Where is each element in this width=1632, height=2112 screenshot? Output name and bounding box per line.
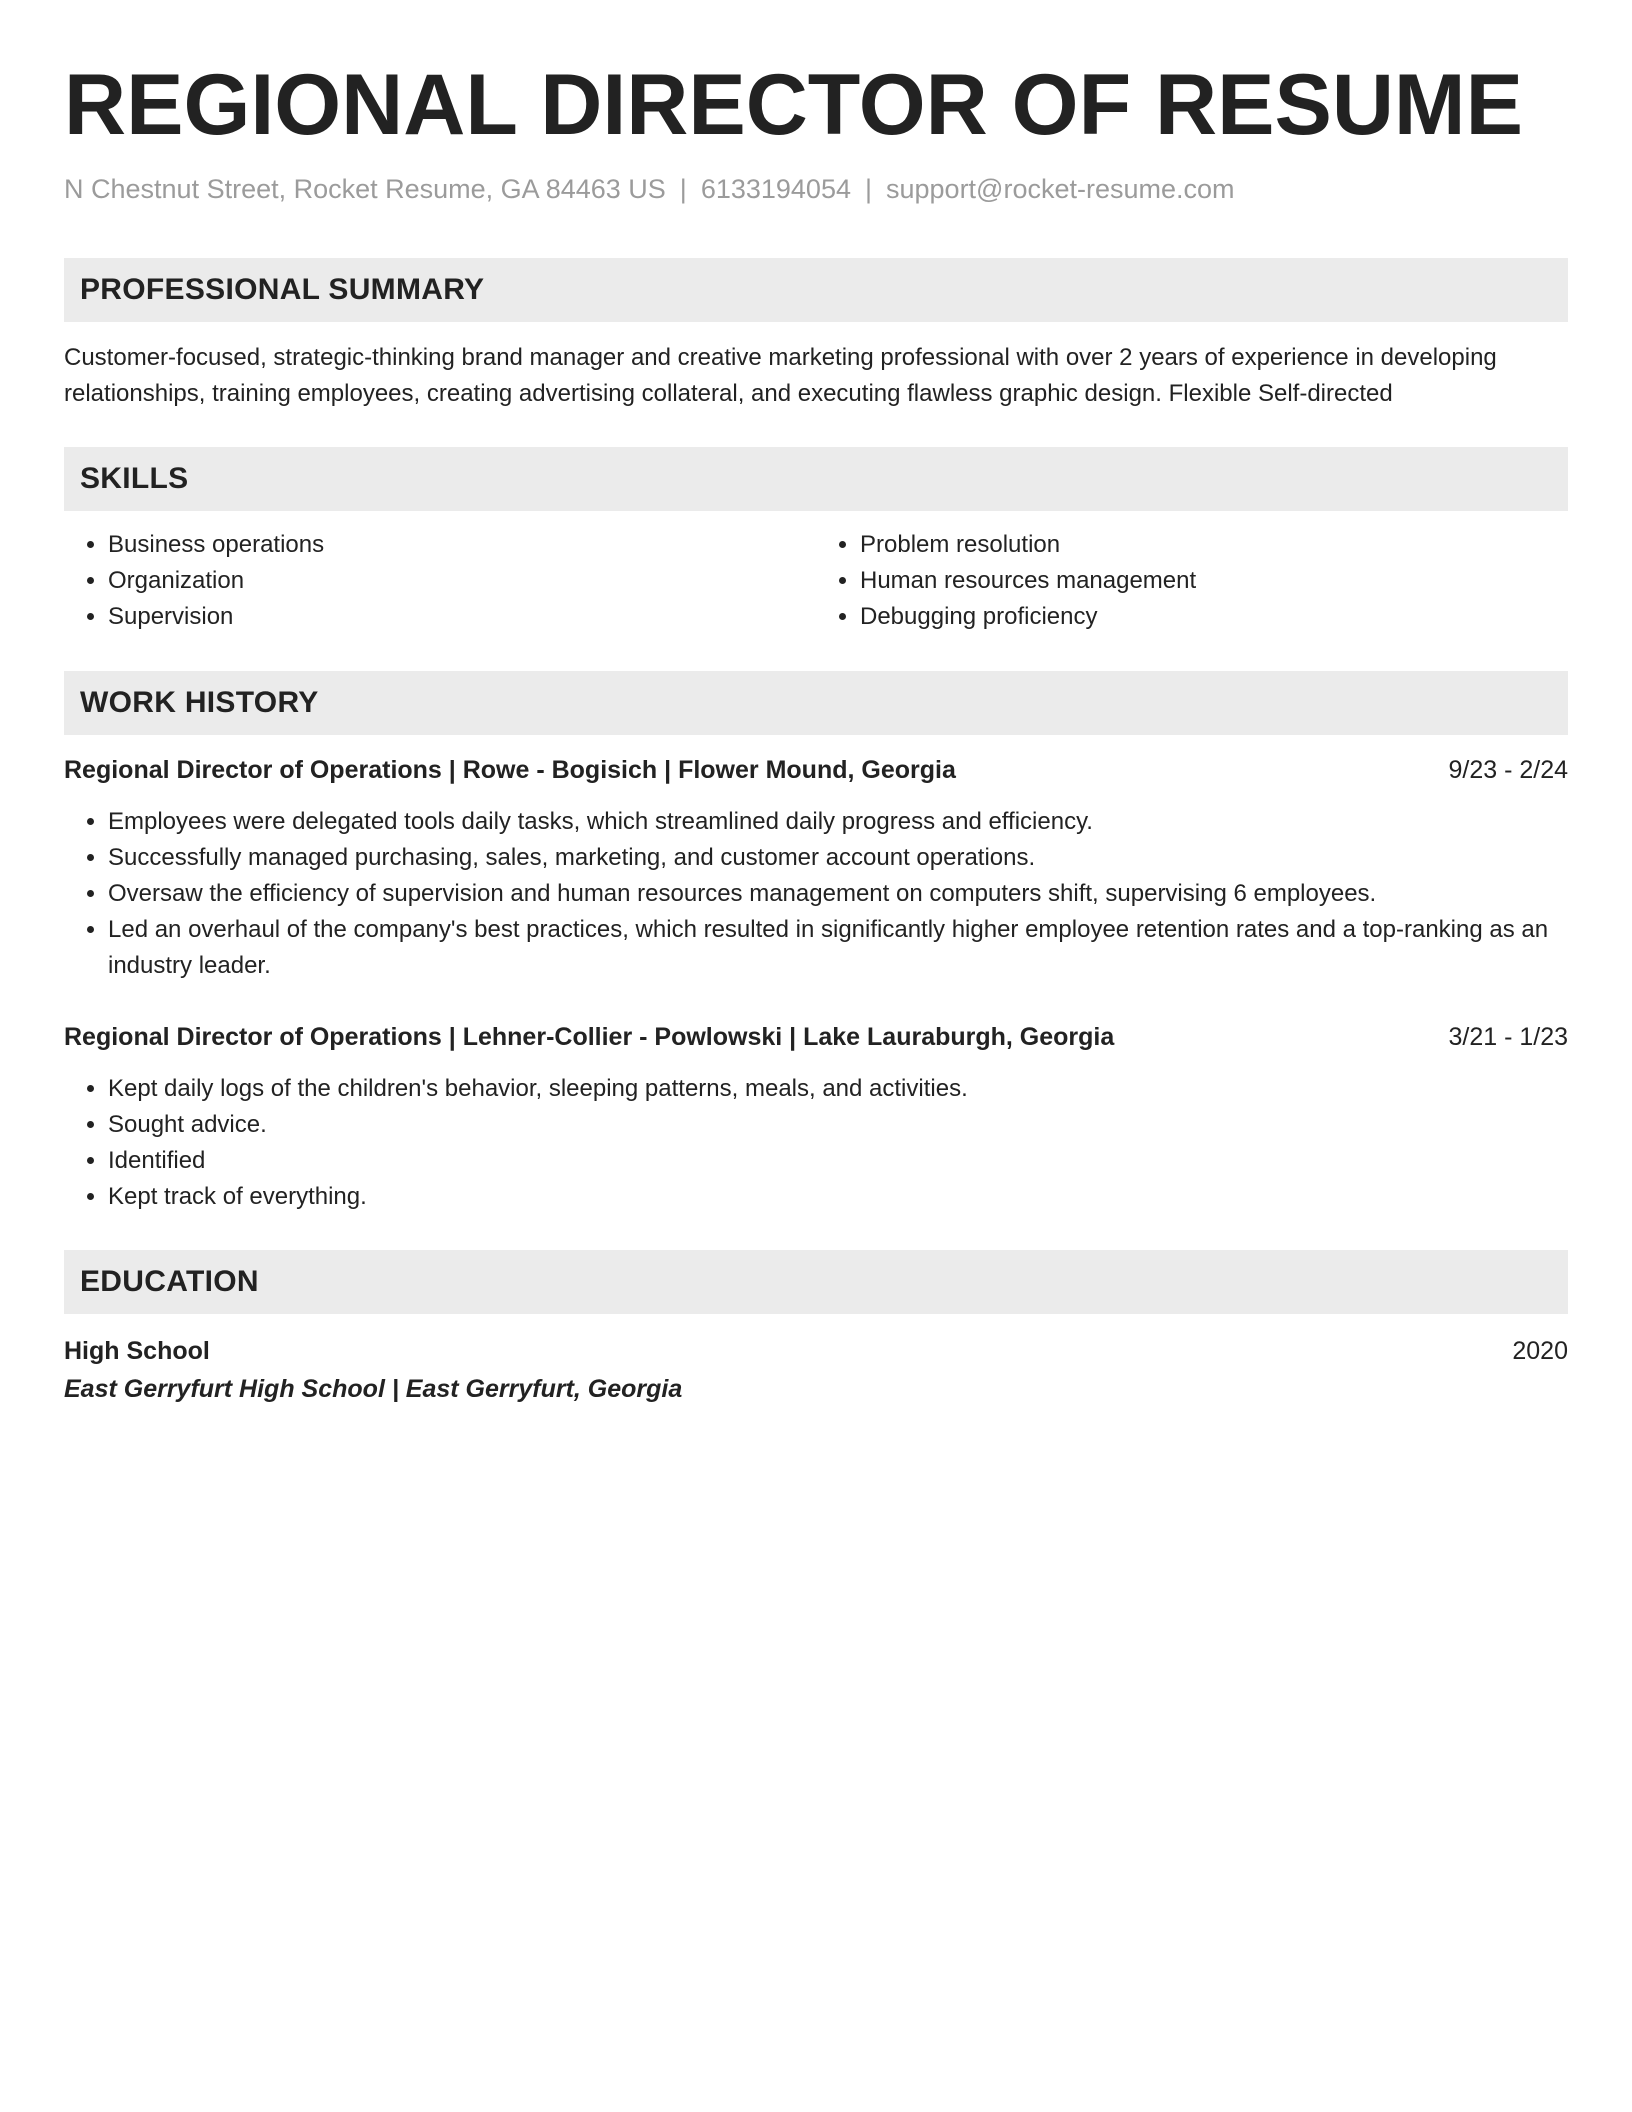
skill-item: • Human resources management (860, 563, 1568, 599)
contact-email: support@rocket-resume.com (886, 174, 1235, 204)
job-bullet: • Employees were delegated tools daily tasks, which streamlined daily progress and efficiency. (108, 804, 1568, 840)
job-bullet: • Sought advice. (108, 1107, 1568, 1143)
job-bullets (64, 804, 1568, 984)
job-bullet: • Kept track of everything. (108, 1179, 1568, 1215)
education-year: 2020 (1512, 1337, 1568, 1365)
job-title: Regional Director of Operations | Rowe - Bogisich | Flower Mound, Georgia (64, 756, 956, 784)
resume-name: REGIONAL DIRECTOR OF RESUME (64, 57, 1523, 153)
job-bullets (64, 1071, 1568, 1215)
skills-list (64, 527, 1568, 635)
job-bullet: • Oversaw the efficiency of supervision and human resources management on computers shift, supervising 6 employees. (108, 876, 1568, 912)
section-header-education: EDUCATION (64, 1250, 1568, 1314)
job-title: Regional Director of Operations | Lehner-Collier - Powlowski | Lake Lauraburgh, Georgia (64, 1023, 1115, 1051)
education-degree: High School (64, 1337, 210, 1365)
job-entry (64, 752, 1568, 984)
section-header-skills: SKILLS (64, 447, 1568, 511)
job-bullet: • Led an overhaul of the company's best practices, which resulted in significantly higher employee retention rates and a top-ranking as an industry leader. (108, 912, 1568, 984)
contact-phone: 6133194054 (700, 174, 851, 204)
contact-address: N Chestnut Street, Rocket Resume, GA 84463 US (64, 174, 666, 204)
skill-item: • Organization (108, 563, 816, 599)
job-dates: 9/23 - 2/24 (1448, 756, 1568, 784)
job-dates: 3/21 - 1/23 (1448, 1023, 1568, 1051)
job-header (64, 1019, 1568, 1055)
education-school: East Gerryfurt High School | East Gerryfurt, Georgia (64, 1375, 683, 1403)
section-header-work-history: WORK HISTORY (64, 671, 1568, 735)
job-header (64, 752, 1568, 788)
skill-item: • Supervision (108, 599, 816, 635)
job-bullet: • Identified (108, 1143, 1568, 1179)
job-bullet: • Kept daily logs of the children's behavior, sleeping patterns, meals, and activities. (108, 1071, 1568, 1107)
skills-column-left (64, 527, 816, 635)
skills-column-right (816, 527, 1568, 635)
contact-separator: | (864, 174, 872, 204)
skill-item: • Business operations (108, 527, 816, 563)
job-entry (64, 1019, 1568, 1215)
contact-separator: | (679, 174, 687, 204)
skill-item: • Debugging proficiency (860, 599, 1568, 635)
job-bullet: • Successfully managed purchasing, sales, marketing, and customer account operations. (108, 840, 1568, 876)
skill-item: • Problem resolution (860, 527, 1568, 563)
section-header-summary: PROFESSIONAL SUMMARY (64, 258, 1568, 322)
summary-text: Customer-focused, strategic-thinking brand manager and creative marketing professional with over 2 years of experience in developing relationships, training employees, creating advertising collateral, and executing flawless graphic design. Flexible Self-directed (64, 344, 1497, 407)
contact-line (64, 171, 1568, 207)
education-header (64, 1333, 1568, 1369)
